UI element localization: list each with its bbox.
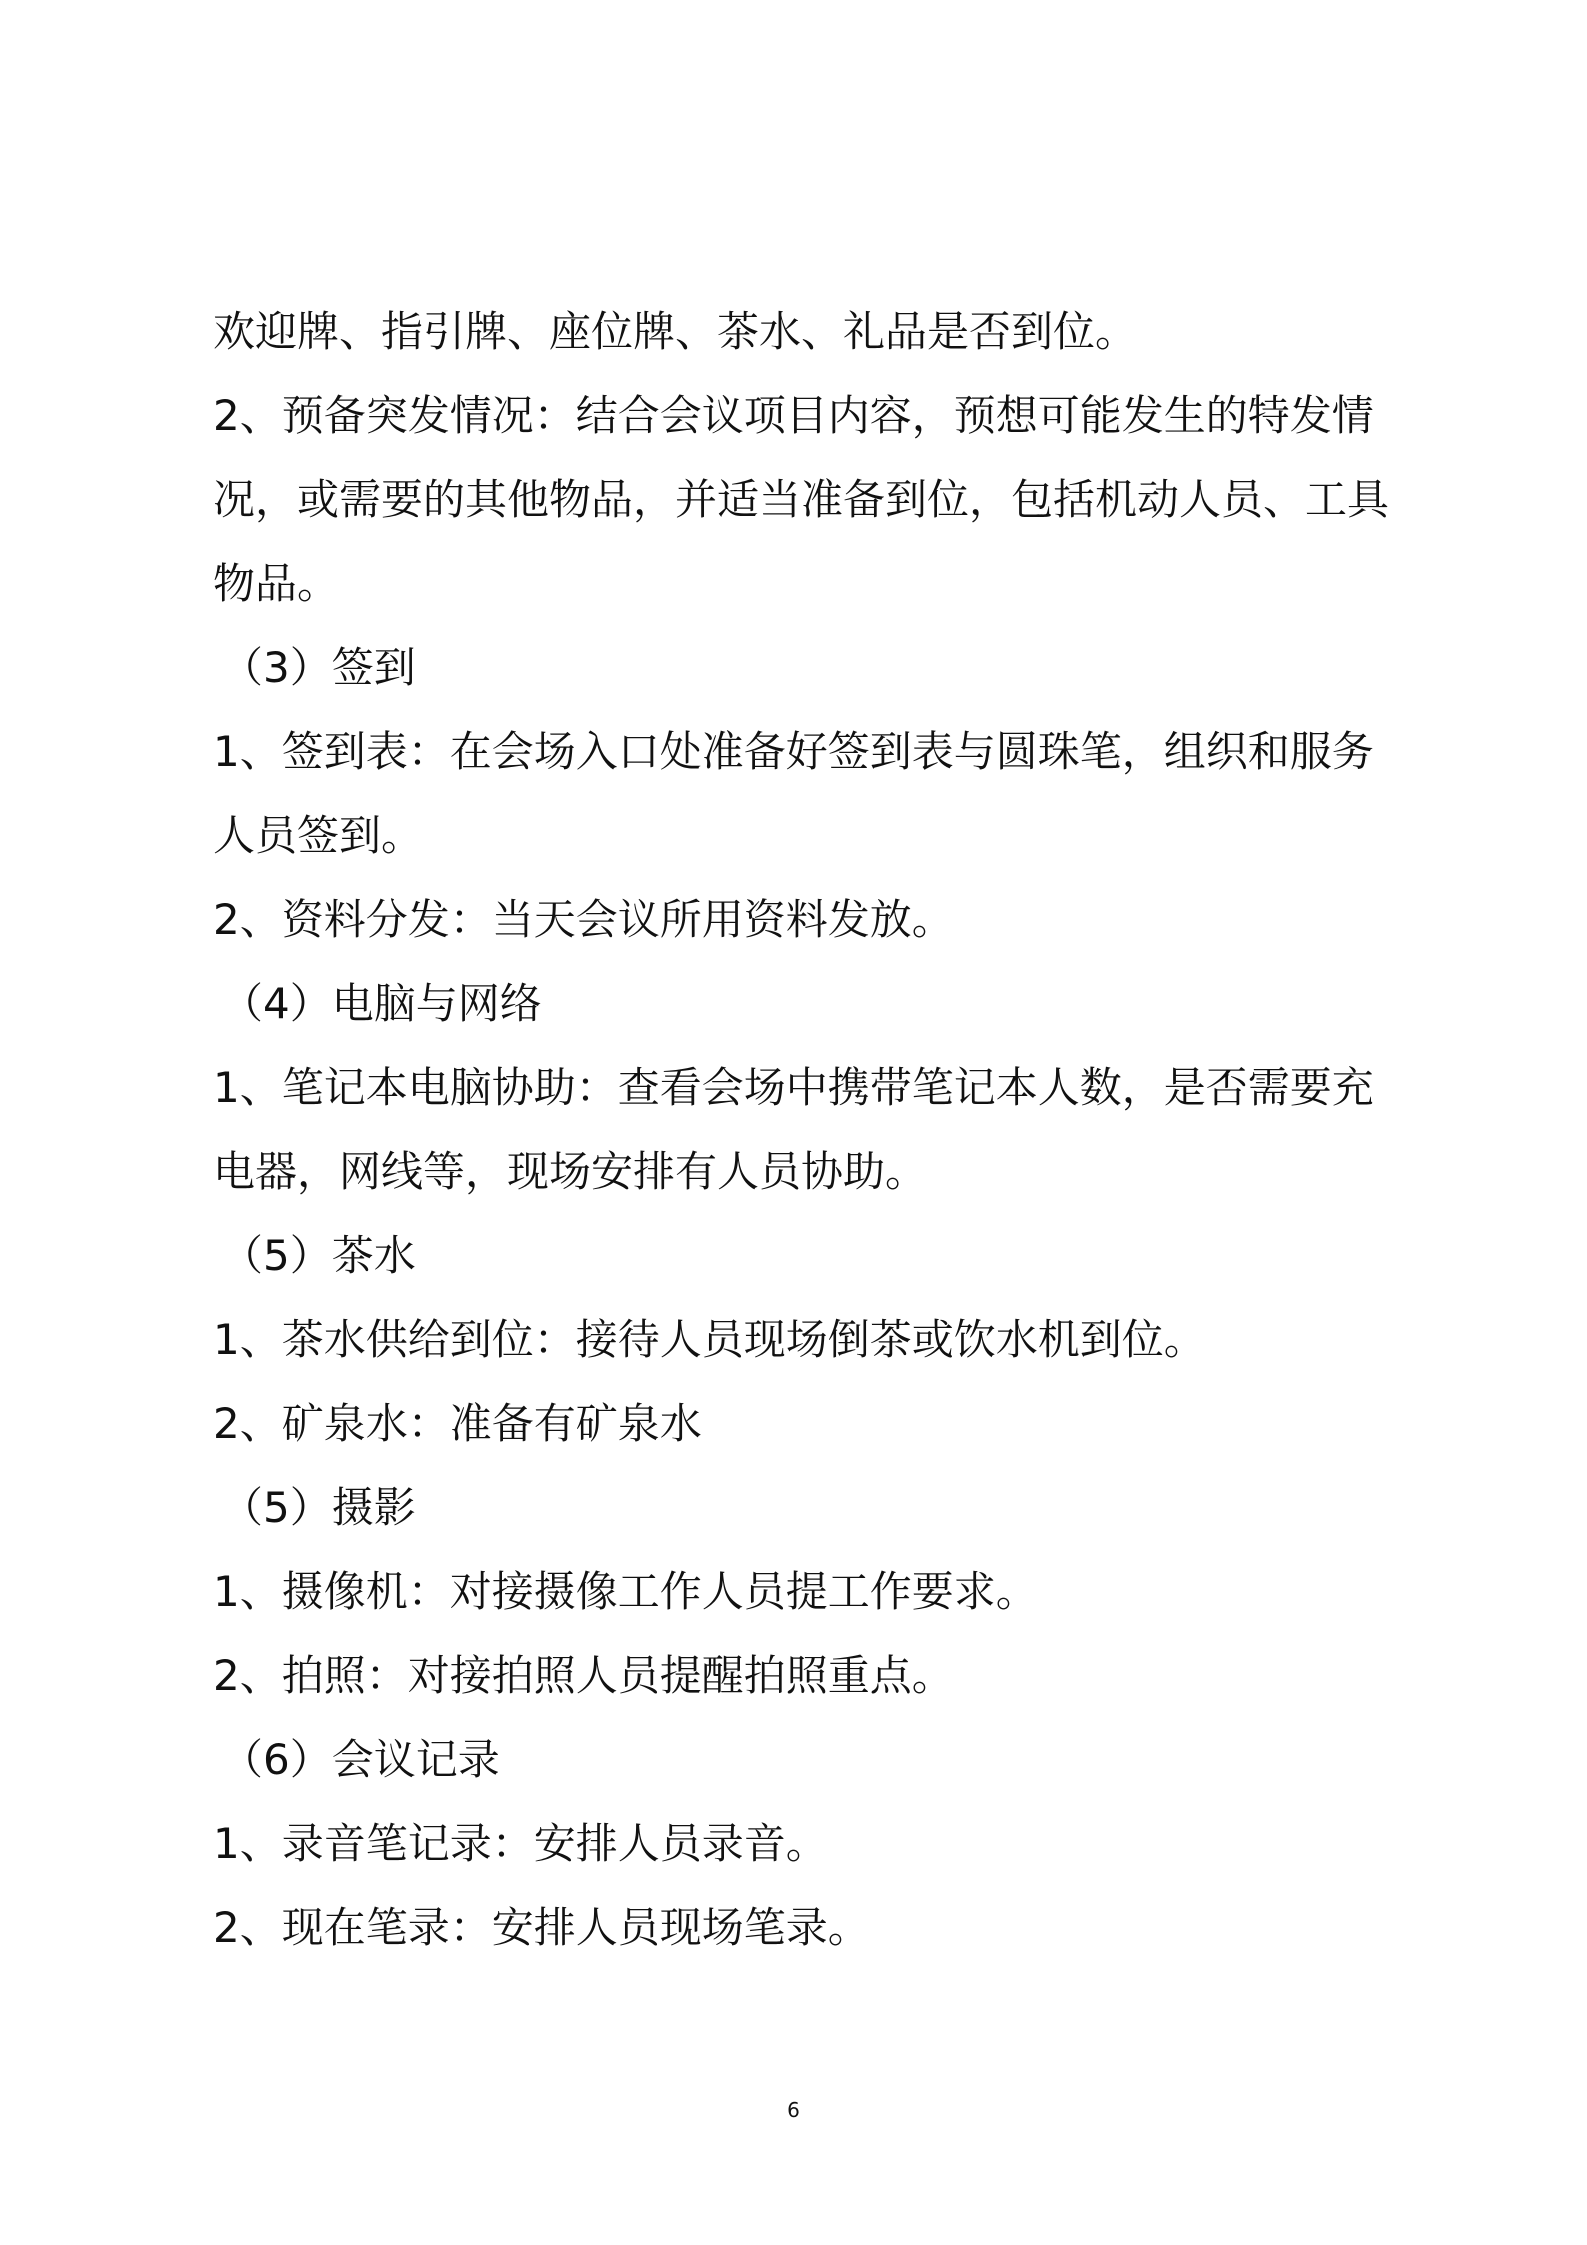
section-heading: （4）电脑与网络	[221, 979, 542, 1028]
section-heading: （3）签到	[221, 643, 416, 692]
body-line: 电器，网线等，现场安排有人员协助。	[213, 1147, 928, 1196]
section-heading: （5）摄影	[221, 1483, 416, 1532]
body-line: 2、预备突发情况：结合会议项目内容，预想可能发生的特发情	[213, 391, 1374, 440]
body-line: 况，或需要的其他物品，并适当准备到位，包括机动人员、工具	[213, 475, 1390, 524]
body-line: 2、拍照：对接拍照人员提醒拍照重点。	[213, 1651, 954, 1700]
body-line: 2、矿泉水：准备有矿泉水	[213, 1399, 702, 1448]
body-line: 1、笔记本电脑协助：查看会场中携带笔记本人数，是否需要充	[213, 1063, 1374, 1112]
section-heading: （5）茶水	[221, 1231, 416, 1280]
body-line: 1、茶水供给到位：接待人员现场倒茶或饮水机到位。	[213, 1315, 1206, 1364]
body-line: 2、资料分发：当天会议所用资料发放。	[213, 895, 954, 944]
body-line: 人员签到。	[213, 811, 424, 860]
body-line: 1、摄像机：对接摄像工作人员提工作要求。	[213, 1567, 1038, 1616]
body-line: 物品。	[213, 559, 340, 608]
body-line: 欢迎牌、指引牌、座位牌、茶水、礼品是否到位。	[213, 307, 1138, 356]
body-line: 2、现在笔录：安排人员现场笔录。	[213, 1903, 870, 1952]
body-line: 1、签到表：在会场入口处准备好签到表与圆珠笔，组织和服务	[213, 727, 1374, 776]
body-line: 1、录音笔记录：安排人员录音。	[213, 1819, 828, 1868]
section-heading: （6）会议记录	[221, 1735, 500, 1784]
document-body	[213, 290, 1403, 1970]
page-number: 6	[787, 2098, 800, 2122]
